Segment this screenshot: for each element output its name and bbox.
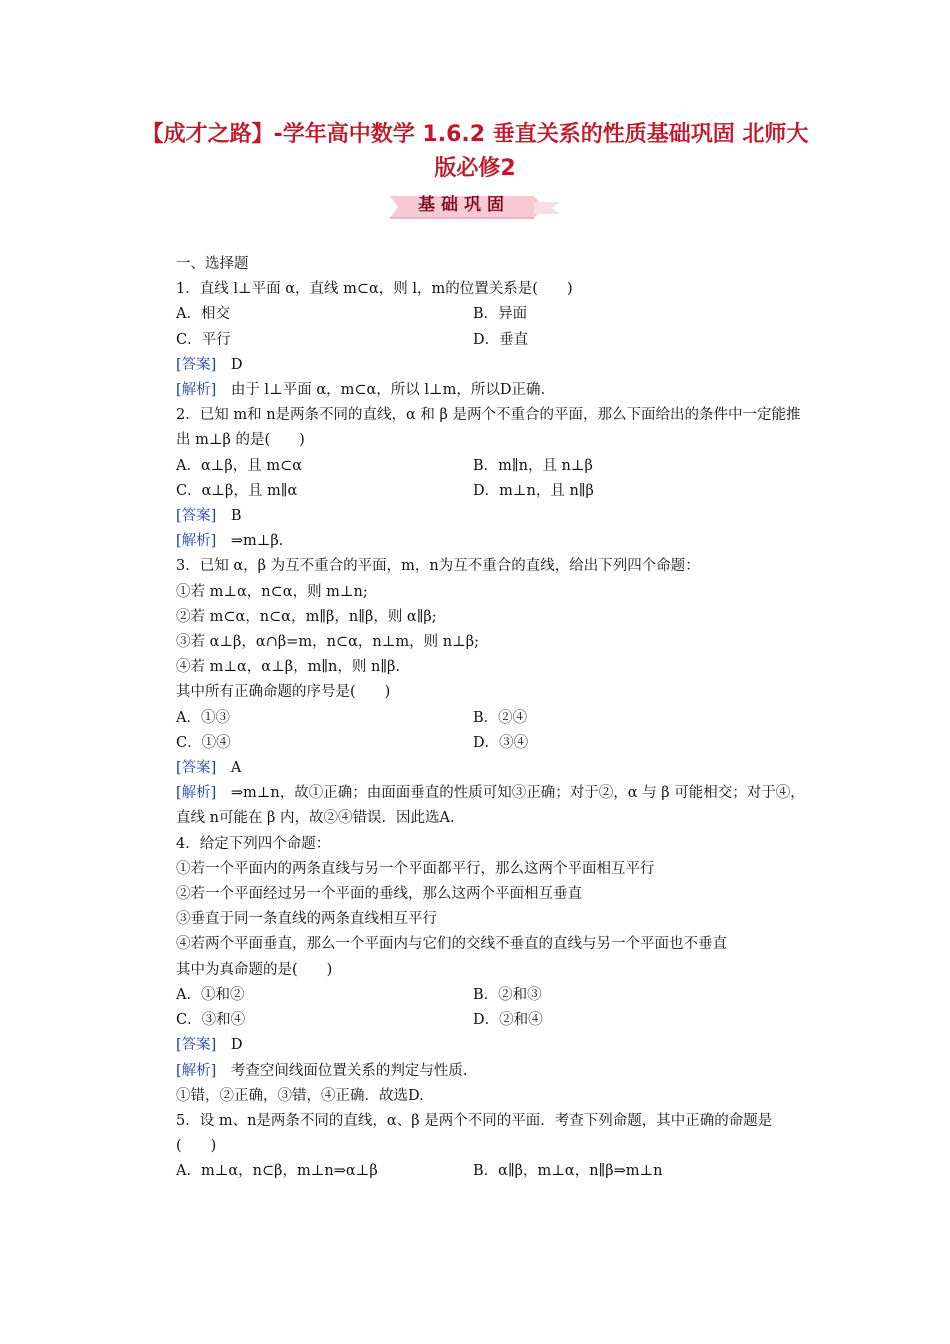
- analysis-tag: [解析]: [176, 533, 217, 550]
- q1-stem: 1．直线 l⊥平面 α，直线 m⊂α，则 l，m的位置关系是( ): [176, 281, 573, 298]
- q1-options-row-2: [146, 328, 806, 353]
- q3-option-c: C．①④: [176, 734, 231, 751]
- q1-option-a: A．相交: [176, 306, 230, 323]
- section-heading: 一、选择题: [176, 256, 249, 272]
- q2-options-row-1: [146, 454, 806, 479]
- analysis-tag: [解析]: [176, 785, 217, 802]
- answer-tag: [答案]: [176, 760, 217, 777]
- q2-analysis-text: ⇒m⊥β.: [230, 533, 284, 550]
- analysis-tag: [解析]: [176, 382, 217, 399]
- q5-stem: 5．设 m、n是两条不同的直线，α、β 是两个不同的平面．考查下列命题，其中正确的命题是( ): [176, 1112, 773, 1155]
- q2-stem: 2．已知 m和 n是两条不同的直线，α 和 β 是两个不重合的平面，那么下面给出的条件中一定能推出 m⊥β 的是( ): [176, 407, 801, 449]
- q4-note: ①错，②正确，③错，④正确．故选D.: [176, 1087, 424, 1104]
- q5-option-b: B．α∥β，m⊥α，n∥β⇒m⊥n: [473, 1163, 663, 1180]
- answer-tag: [答案]: [176, 356, 217, 373]
- q4-option-c: C．③和④: [176, 1012, 246, 1029]
- banner-title: 基础巩固: [418, 195, 510, 215]
- q4-option-d: D．②和④: [473, 1012, 543, 1029]
- q2-option-c: C．α⊥β，且 m∥α: [176, 482, 298, 499]
- q3-proposition-1: ①若 m⊥α，n⊂α，则 m⊥n;: [176, 583, 368, 600]
- q3-answer-value: A: [230, 760, 242, 777]
- q5-option-a: A．m⊥α，n⊂β，m⊥n⇒α⊥β: [176, 1163, 378, 1180]
- q1-option-b: B．异面: [473, 306, 528, 323]
- q2-option-d: D．m⊥n，且 n∥β: [473, 482, 594, 499]
- q2-option-a: A．α⊥β，且 m⊂α: [176, 457, 303, 474]
- document-title: 【成才之路】-学年高中数学 1.6.2 垂直关系的性质基础巩固 北师大版必修2: [141, 122, 809, 181]
- analysis-tag: [解析]: [176, 1062, 217, 1079]
- q2-options-row-2: [146, 479, 806, 504]
- q4-proposition-2: ②若一个平面经过另一个平面的垂线，那么这两个平面相互垂直: [176, 886, 582, 903]
- q4-stem: 4．给定下列四个命题：: [176, 835, 331, 852]
- q4-proposition-1: ①若一个平面内的两条直线与另一个平面都平行，那么这两个平面相互平行: [176, 860, 655, 877]
- q3-proposition-3: ③若 α⊥β，α∩β=m，n⊂α，n⊥m，则 n⊥β;: [176, 634, 479, 651]
- q4-options-row-2: [146, 1008, 806, 1033]
- q3-option-b: B．②④: [473, 709, 528, 726]
- q3-options-row-1: [146, 706, 806, 731]
- q3-proposition-2: ②若 m⊂α，n⊂α，m∥β，n∥β，则 α∥β;: [176, 608, 437, 625]
- q4-proposition-3: ③垂直于同一条直线的两条直线相互平行: [176, 911, 437, 928]
- answer-tag: [答案]: [176, 508, 217, 525]
- answer-tag: [答案]: [176, 1037, 217, 1054]
- q3-analysis-text: ⇒m⊥n，故①正确；由面面垂直的性质可知③正确；对于②，α 与 β 可能相交；对于④，直线 n可能在 β 内，故②④错误．因此选A.: [176, 785, 805, 827]
- q5-options-row-1: [146, 1159, 806, 1184]
- q4-option-b: B．②和③: [473, 986, 542, 1003]
- q1-option-d: D．垂直: [473, 331, 529, 348]
- q1-options-row-1: [146, 302, 806, 327]
- q4-option-a: A．①和②: [176, 986, 245, 1003]
- q3-option-a: A．①③: [176, 709, 230, 726]
- q4-answer-value: D: [230, 1037, 243, 1054]
- q1-answer: [146, 353, 806, 378]
- q3-proposition-4: ④若 m⊥α，α⊥β，m∥n，则 n∥β.: [176, 659, 401, 676]
- q3-answer: [146, 756, 806, 781]
- q2-answer-value: B: [230, 508, 242, 525]
- q1-answer-value: D: [230, 356, 243, 373]
- q2-option-b: B．m∥n，且 n⊥β: [473, 457, 593, 474]
- q2-answer: [146, 504, 806, 529]
- q1-analysis: [146, 378, 806, 403]
- q3-analysis: [146, 781, 806, 831]
- q1-option-c: C．平行: [176, 331, 231, 348]
- q2-analysis: [146, 529, 806, 554]
- q4-analysis: [146, 1059, 806, 1084]
- q4-options-row-1: [146, 983, 806, 1008]
- document-body: [146, 252, 806, 1185]
- q4-answer: [146, 1033, 806, 1058]
- q1-analysis-text: 由于 l⊥平面 α，m⊂α，所以 l⊥m，所以D正确.: [230, 382, 546, 399]
- q4-proposition-4: ④若两个平面垂直，那么一个平面内与它们的交线不垂直的直线与另一个平面也不垂直: [176, 936, 727, 953]
- q4-ask: 其中为真命题的是( ): [176, 961, 333, 978]
- q3-option-d: D．③④: [473, 734, 529, 751]
- q3-ask: 其中所有正确命题的序号是( ): [176, 684, 391, 701]
- q4-analysis-text: 考查空间线面位置关系的判定与性质.: [230, 1062, 468, 1079]
- q3-options-row-2: [146, 731, 806, 756]
- q3-stem: 3．已知 α，β 为互不重合的平面，m，n为互不重合的直线，给出下列四个命题：: [176, 558, 700, 575]
